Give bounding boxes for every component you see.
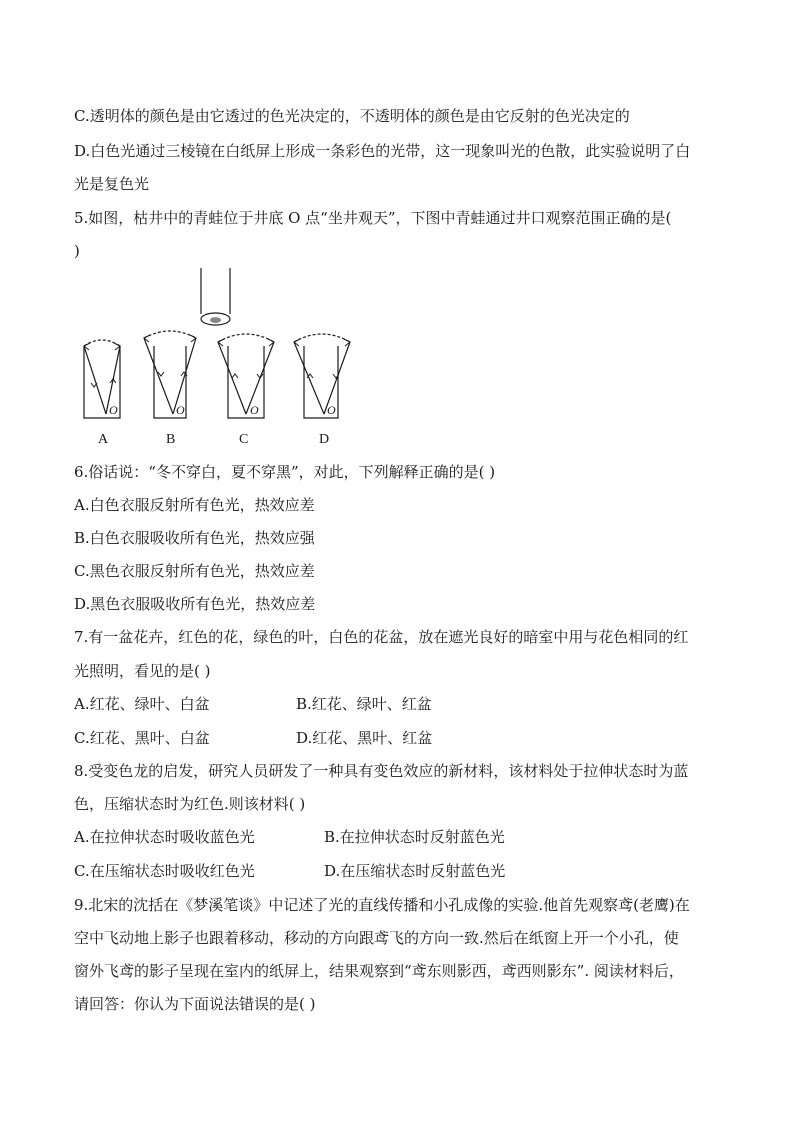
q8-option-a: A.在拉伸状态时吸收蓝色光 xyxy=(74,828,255,846)
option-a-point-label: O xyxy=(109,403,118,417)
q7-option-c: C.红花、黑叶、白盆 xyxy=(74,729,210,747)
q9-stem-2: 空中飞动地上影子也跟着移动，移动的方向跟鸢飞的方向一致.然后在纸窗上开一个小孔，使 xyxy=(74,929,679,947)
q7-option-b: B.红花、绿叶、红盆 xyxy=(296,695,432,713)
q6-option-b: B.白色衣服吸收所有色光，热效应强 xyxy=(74,529,315,547)
option-b-label: B xyxy=(166,432,176,447)
option-c-label: C xyxy=(239,432,249,447)
q4-option-d: D.白色光通过三棱镜在白纸屏上形成一条彩色的光带，这一现象叫光的色散，此实验说明了白 xyxy=(74,142,691,160)
q7-stem-cont: 光照明，看见的是( ) xyxy=(74,662,211,680)
q4-option-c: C.透明体的颜色是由它透过的色光决定的，不透明体的颜色是由它反射的色光决定的 xyxy=(74,107,630,125)
well-frog-figure xyxy=(70,262,370,452)
q5-stem-cont: ) xyxy=(74,242,80,260)
q7-stem: 7.有一盆花卉，红色的花，绿色的叶，白色的花盆，放在遮光良好的暗室中用与花色相同的红 xyxy=(74,628,689,646)
option-c-diagram xyxy=(218,334,274,418)
well-tube-drawing xyxy=(201,268,230,325)
option-d-label: D xyxy=(319,432,330,447)
q9-stem-3: 窗外飞鸢的影子呈现在室内的纸屏上，结果观察到“鸢东则影西，鸢西则影东”. 阅读材料后， xyxy=(74,962,684,980)
q7-option-a: A.红花、绿叶、白盆 xyxy=(74,695,210,713)
option-d-point-label: O xyxy=(327,403,336,417)
q9-stem: 9.北宋的沈括在《梦溪笔谈》中记述了光的直线传播和小孔成像的实验.他首先观察鸢(老鹰)在 xyxy=(74,896,690,914)
q6-option-d: D.黑色衣服吸收所有色光，热效应差 xyxy=(74,595,316,613)
q6-stem: 6.俗话说：“冬不穿白，夏不穿黑”，对此，下列解释正确的是( ) xyxy=(74,463,496,481)
q8-stem: 8.受变色龙的启发，研究人员研发了一种具有变色效应的新材料，该材料处于拉伸状态时为蓝 xyxy=(74,762,689,780)
q6-option-c: C.黑色衣服反射所有色光，热效应差 xyxy=(74,562,315,580)
option-a-label: A xyxy=(98,432,109,447)
q8-option-d: D.在压缩状态时反射蓝色光 xyxy=(324,862,506,880)
option-c-point-label: O xyxy=(250,403,259,417)
q8-option-c: C.在压缩状态时吸收红色光 xyxy=(74,862,255,880)
option-d-diagram xyxy=(294,334,350,418)
option-b-diagram xyxy=(144,331,196,418)
q5-stem: 5.如图，枯井中的青蛙位于井底 O 点“坐井观天”，下图中青蛙通过井口观察范围正确的是( xyxy=(74,209,672,227)
q7-option-d: D.红花、黑叶、红盆 xyxy=(296,729,433,747)
q8-option-b: B.在拉伸状态时反射蓝色光 xyxy=(324,828,505,846)
option-b-point-label: O xyxy=(176,403,185,417)
q8-stem-cont: 色，压缩状态时为红色.则该材料( ) xyxy=(74,795,306,813)
q9-stem-4: 请回答：你认为下面说法错误的是( ) xyxy=(74,995,316,1013)
q6-option-a: A.白色衣服反射所有色光，热效应差 xyxy=(74,496,315,514)
q4-option-d-cont: 光是复色光 xyxy=(74,175,150,193)
